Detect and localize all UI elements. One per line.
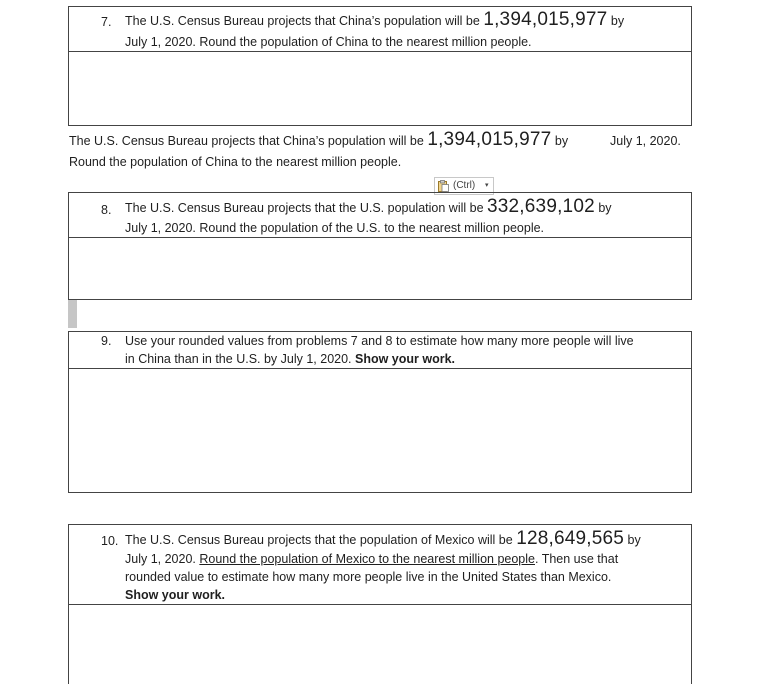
question-8-prompt [69, 193, 691, 238]
question-number: 8. [101, 203, 112, 217]
question-9-line-1: Use your rounded values from problems 7 and 8 to estimate how many more people will live [125, 334, 634, 348]
underlined-instruction: Round the population of Mexico to the nearest million people [199, 552, 535, 566]
question-7-prompt [69, 7, 691, 52]
answer-area[interactable] [69, 605, 691, 684]
chevron-down-icon: ▾ [485, 182, 489, 189]
show-your-work: Show your work. [355, 352, 456, 366]
question-8-line-1: The U.S. Census Bureau projects that the U.S. population will be 332,639,102 by [125, 196, 612, 217]
question-number: 10. [101, 534, 119, 548]
question-10-prompt [69, 525, 691, 605]
answer-area[interactable] [69, 238, 691, 299]
china-population-value: 1,394,015,977 [427, 129, 552, 150]
paste-options-label: (Ctrl) [453, 180, 476, 191]
question-number: 9. [101, 334, 112, 348]
question-7-line-2: July 1, 2020. Round the population of China to the nearest million people. [125, 35, 532, 49]
question-10-line-1: The U.S. Census Bureau projects that the population of Mexico will be 128,649,565 by [125, 528, 641, 549]
question-number: 7. [101, 15, 112, 29]
question-10-line-4 [125, 586, 225, 604]
question-8-line-2: July 1, 2020. Round the population of the U.S. to the nearest million people. [125, 221, 545, 235]
question-10-box [68, 524, 692, 684]
pasted-paragraph-line-1: The U.S. Census Bureau projects that China’s population will be 1,394,015,977 by [69, 129, 569, 150]
china-population-value: 1,394,015,977 [483, 9, 608, 30]
question-9-box [68, 331, 692, 493]
answer-area[interactable] [69, 369, 691, 492]
us-population-value: 332,639,102 [487, 196, 595, 217]
clipboard-icon [438, 180, 449, 192]
pasted-paragraph-date: July 1, 2020. [610, 134, 681, 148]
question-10-line-2: July 1, 2020. Round the population of Mexico to the nearest million people. Then use that [125, 552, 619, 566]
pasted-paragraph-line-2: Round the population of China to the nearest million people. [69, 155, 402, 169]
question-9-prompt [69, 332, 691, 369]
selection-marker [68, 300, 77, 328]
question-9-line-2: in China than in the U.S. by July 1, 2020. Show your work. [125, 352, 456, 366]
show-your-work: Show your work. [125, 588, 226, 602]
question-10-line-3: rounded value to estimate how many more people live in the United States than Mexico. [125, 570, 612, 584]
question-7-box [68, 6, 692, 126]
mexico-population-value: 128,649,565 [516, 528, 625, 549]
question-8-box [68, 192, 692, 300]
answer-area[interactable] [69, 52, 691, 125]
question-7-line-1: The U.S. Census Bureau projects that China’s population will be 1,394,015,977 by [125, 9, 625, 30]
